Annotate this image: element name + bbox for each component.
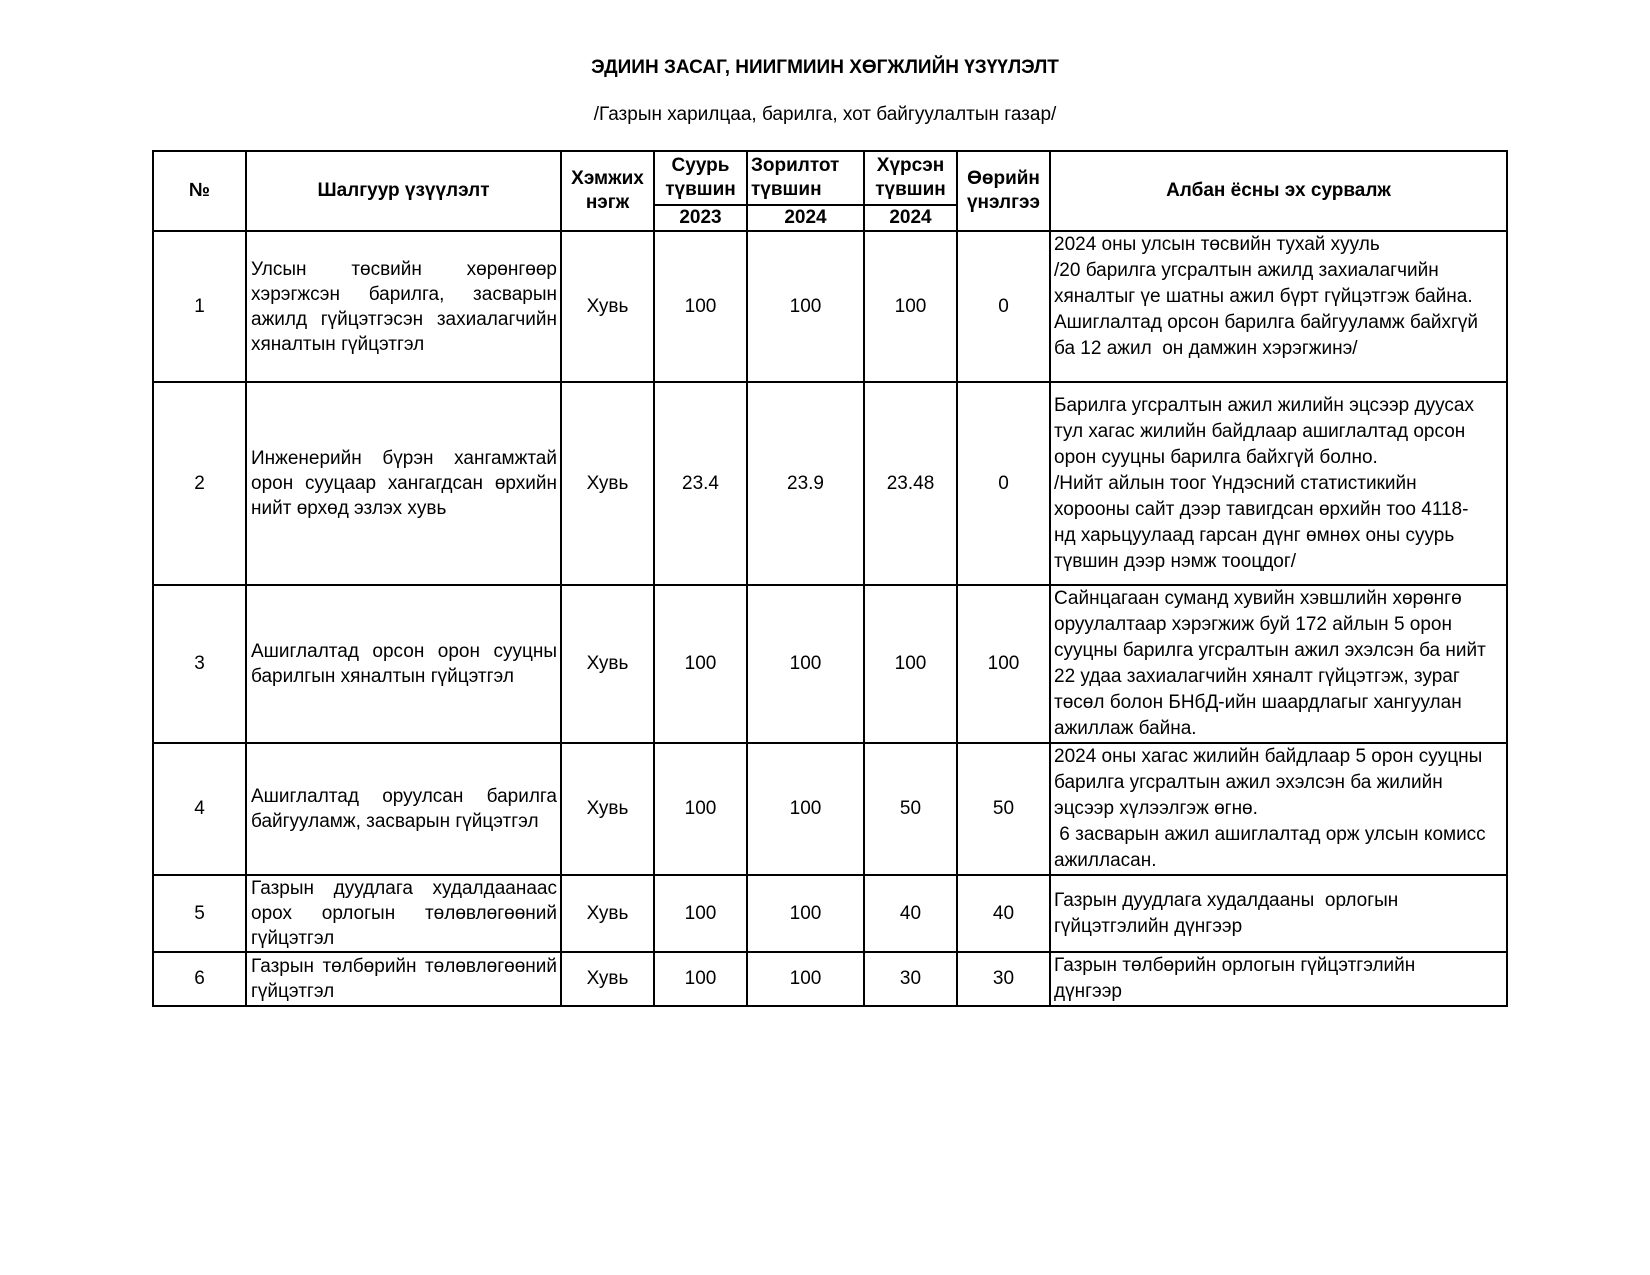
criterion-cell: Улсын төсвийн хөрөнгөөр хэрэгжсэн барилга, засварын ажилд гүйцэтгэсэн захиалагчийн хяналтын гүйцэтгэл <box>246 231 561 382</box>
criterion-cell: Ашиглалтад орсон орон сууцны барилгын хяналтын гүйцэтгэл <box>246 585 561 743</box>
unit-cell: Хувь <box>561 585 654 743</box>
table-row <box>153 585 1507 743</box>
header-achieved-year: 2024 <box>864 205 957 231</box>
header-base-year: 2023 <box>654 205 747 231</box>
self-assessment-cell: 30 <box>957 952 1050 1006</box>
base-level-cell: 100 <box>654 952 747 1006</box>
header-unit: Хэмжих нэгж <box>561 151 654 231</box>
target-level-cell: 100 <box>747 743 864 875</box>
source-line: нд харьцуулаад гарсан дүнг өмнөх оны суурь <box>1054 524 1455 546</box>
source-line: /Нийт айлын тоог Үндэсний статистикийн <box>1054 472 1417 494</box>
document-subtitle: /Газрын харилцаа, барилга, хот байгуулалтын газар/ <box>593 104 1057 125</box>
base-level-cell: 100 <box>654 585 747 743</box>
target-level-cell: 100 <box>747 585 864 743</box>
indicator-table <box>152 150 1508 1007</box>
source-line: ажиллаж байна. <box>1054 718 1197 739</box>
source-line: 2024 оны хагас жилийн байдлаар 5 орон сууцны <box>1054 746 1483 767</box>
criterion-cell: Газрын төлбөрийн төлөвлөгөөний гүйцэтгэл <box>246 952 561 1006</box>
unit-cell: Хувь <box>561 743 654 875</box>
unit-cell: Хувь <box>561 952 654 1006</box>
source-line: 2024 оны улсын төсвийн тухай хууль <box>1054 234 1380 255</box>
source-line: дүнгээр <box>1054 981 1122 1002</box>
target-level-cell: 100 <box>747 231 864 382</box>
self-assessment-cell: 100 <box>957 585 1050 743</box>
unit-cell: Хувь <box>561 382 654 585</box>
row-number: 3 <box>153 585 246 743</box>
achieved-level-cell: 100 <box>864 585 957 743</box>
source-line: ба 12 ажил он дамжин хэрэгжинэ/ <box>1054 338 1358 359</box>
table-row <box>153 743 1507 875</box>
source-line: эцсээр хүлээлгэж өгнө. <box>1054 798 1258 819</box>
header-self-assessment: Өөрийн үнэлгээ <box>957 151 1050 231</box>
document-title: ЭДИИН ЗАСАГ, НИИГМИИН ХӨГЖЛИЙН ҮЗҮҮЛЭЛТ <box>591 57 1059 78</box>
row-number: 2 <box>153 382 246 585</box>
table-row <box>153 952 1507 1006</box>
source-line: ажилласан. <box>1054 850 1157 871</box>
self-assessment-cell: 40 <box>957 875 1050 952</box>
achieved-level-cell: 100 <box>864 231 957 382</box>
table-row <box>153 875 1507 952</box>
row-number: 5 <box>153 875 246 952</box>
unit-cell: Хувь <box>561 231 654 382</box>
unit-cell: Хувь <box>561 875 654 952</box>
row-number: 6 <box>153 952 246 1006</box>
source-line: гүйцэтгэлийн дүнгээр <box>1054 915 1243 937</box>
table-row <box>153 231 1507 382</box>
base-level-cell: 100 <box>654 231 747 382</box>
base-level-cell: 100 <box>654 743 747 875</box>
source-line: тул хагас жилийн байдлаар ашиглалтад орсон <box>1054 420 1466 442</box>
criterion-cell: Ашиглалтад оруулсан барилга байгууламж, засварын гүйцэтгэл <box>246 743 561 875</box>
base-level-cell: 100 <box>654 875 747 952</box>
header-target-year: 2024 <box>747 205 864 231</box>
source-cell <box>1050 585 1507 743</box>
self-assessment-cell: 0 <box>957 382 1050 585</box>
source-line: Сайнцагаан суманд хувийн хэвшлийн хөрөнгө <box>1054 588 1462 609</box>
achieved-level-cell: 23.48 <box>864 382 957 585</box>
table-row <box>153 382 1507 585</box>
source-line: хорооны сайт дээр тавигдсан өрхийн тоо 4118- <box>1054 498 1469 520</box>
source-line: оруулалтаар хэрэгжиж буй 172 айлын 5 орон <box>1054 614 1452 635</box>
source-line: түвшин дээр нэмж тооцдог/ <box>1054 550 1297 572</box>
header-source: Албан ёсны эх сурвалж <box>1050 151 1507 231</box>
source-line: Газрын дуудлага худалдааны орлогын <box>1054 889 1399 911</box>
header-achieved: Хүрсэн түвшин <box>864 151 957 205</box>
achieved-level-cell: 30 <box>864 952 957 1006</box>
source-cell <box>1050 231 1507 382</box>
source-line: Газрын төлбөрийн орлогын гүйцэтгэлийн <box>1054 955 1416 976</box>
target-level-cell: 23.9 <box>747 382 864 585</box>
source-line: 22 удаа захиалагчийн хяналт гүйцэтгэж, зураг <box>1054 666 1460 687</box>
criterion-cell: Инженерийн бүрэн хангамжтай орон сууцаар хангагдсан өрхийн нийт өрхөд эзлэх хувь <box>246 382 561 585</box>
source-line: /20 барилга угсралтын ажилд захиалагчийн <box>1054 260 1439 281</box>
header-criterion: Шалгуур үзүүлэлт <box>246 151 561 231</box>
header-no: № <box>153 151 246 231</box>
row-number: 1 <box>153 231 246 382</box>
source-cell <box>1050 382 1507 585</box>
header-target: Зорилтот түвшин <box>747 151 864 205</box>
source-line: Ашиглалтад орсон барилга байгууламж байхгүй <box>1054 312 1479 333</box>
source-cell <box>1050 952 1507 1006</box>
criterion-cell: Газрын дуудлага худалдаанаас орох орлогын төлөвлөгөөний гүйцэтгэл <box>246 875 561 952</box>
source-line: Барилга угсралтын ажил жилийн эцсээр дуусах <box>1054 394 1474 416</box>
row-number: 4 <box>153 743 246 875</box>
self-assessment-cell: 50 <box>957 743 1050 875</box>
source-line: сууцны барилга угсралтын ажил эхэлсэн ба нийт <box>1054 640 1486 661</box>
base-level-cell: 23.4 <box>654 382 747 585</box>
self-assessment-cell: 0 <box>957 231 1050 382</box>
target-level-cell: 100 <box>747 952 864 1006</box>
source-line: барилга угсралтын ажил эхэлсэн ба жилийн <box>1054 772 1443 793</box>
target-level-cell: 100 <box>747 875 864 952</box>
source-line: орон сууцны барилга байхгүй болно. <box>1054 446 1378 468</box>
source-cell <box>1050 743 1507 875</box>
achieved-level-cell: 40 <box>864 875 957 952</box>
source-cell <box>1050 875 1507 952</box>
source-line: төсөл болон БНбД-ийн шаардлагыг хангуулан <box>1054 692 1462 713</box>
achieved-level-cell: 50 <box>864 743 957 875</box>
source-line: 6 засварын ажил ашиглалтад орж улсын комисс <box>1054 824 1486 845</box>
source-line: хяналтыг үе шатны ажил бүрт гүйцэтгэж байна. <box>1054 286 1473 307</box>
header-base: Суурь түвшин <box>654 151 747 205</box>
